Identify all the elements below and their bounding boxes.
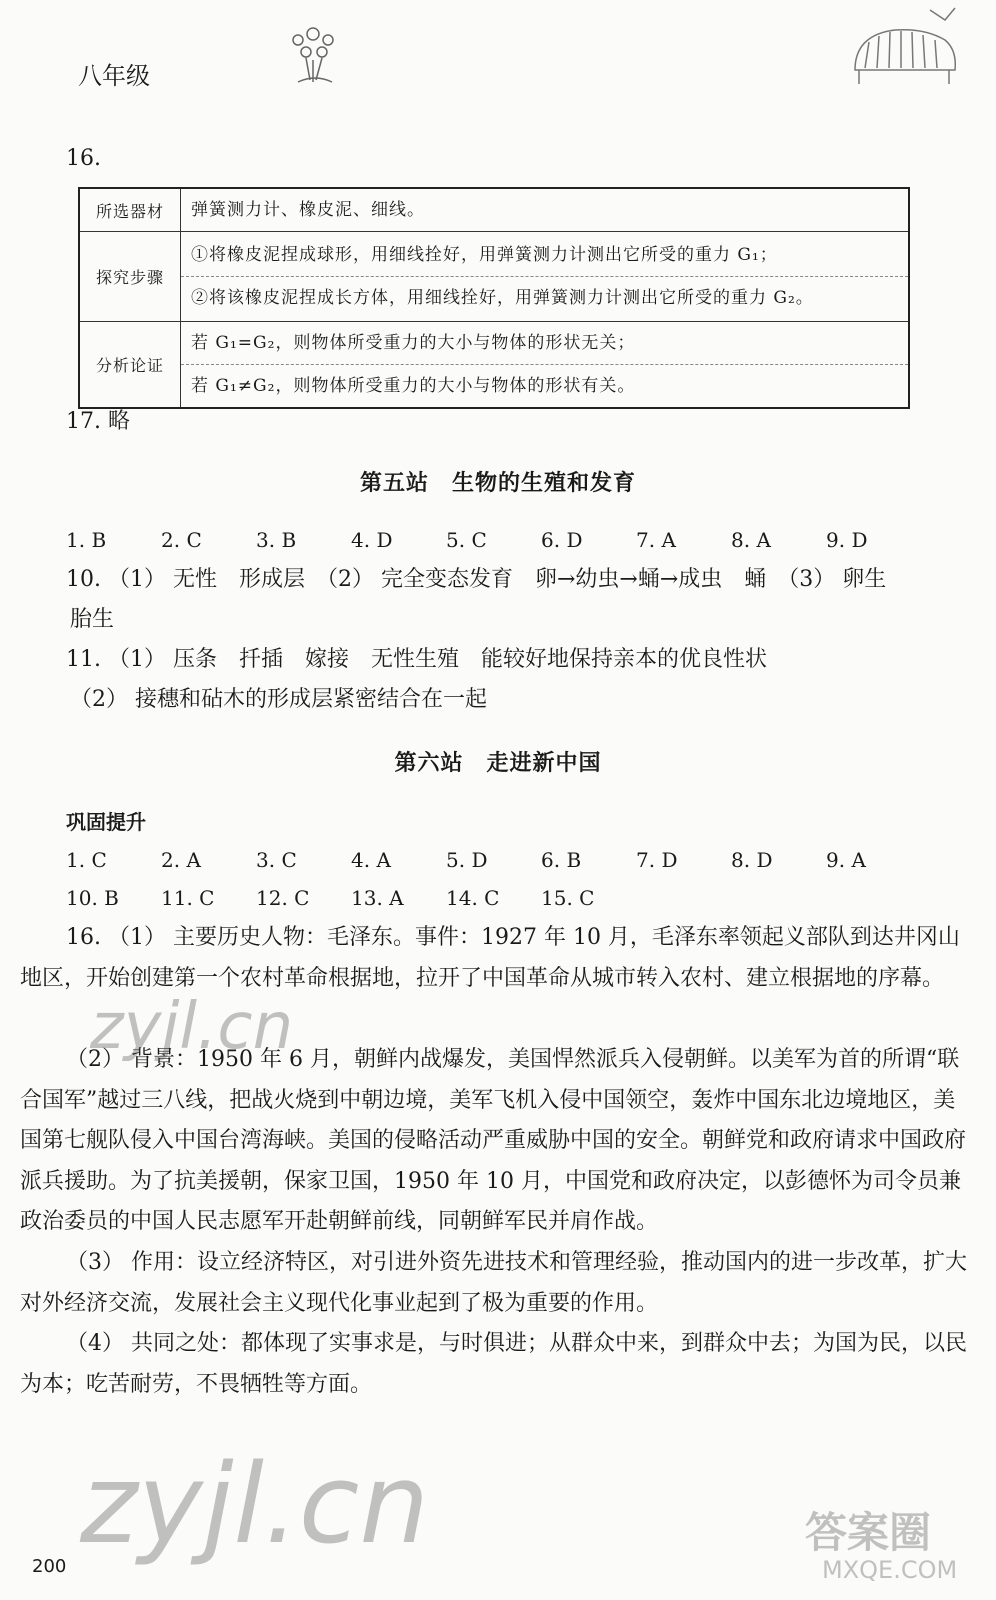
experiment-table — [78, 187, 910, 409]
table-row — [79, 232, 909, 322]
flower-decoration-icon — [280, 20, 350, 90]
row-content: 若 G₁=G₂，则物体所受重力的大小与物体的形状无关； 若 G₁≠G₂，则物体所受重力的大小与物体的形状有关。 — [181, 322, 910, 409]
page-number: 200 — [32, 1556, 67, 1577]
row-content: 弹簧测力计、橡皮泥、细线。 — [181, 188, 910, 232]
section-6-choices-row-2: 10. B 11. C 12. C 13. A 14. C 15. C — [66, 886, 595, 910]
q16-part-2: （2） 背景：1950 年 6 月，朝鲜内战爆发，美国悍然派兵入侵朝鲜。以美军为首的所谓“联合国军”越过三八线，把战火烧到中朝边境，美军飞机入侵中国领空，轰炸中国东北边境地区，美国第七舰队侵入中国台湾海峡。美国的侵略活动严重威胁中国的安全。朝鲜党和政府请求中国政府派兵援助。为了抗美援朝，保家卫国，1950 年 10 月，中国党和政府决定，以彭德怀为司令员兼政治委员的中国人民志愿军开赴朝鲜前线，同朝鲜军民并肩作战。 — [20, 1047, 967, 1234]
section-6-choices-row-1: 1. C 2. A 3. C 4. A 5. D 6. B 7. D 8. D 9. A — [66, 848, 866, 872]
q16-part-1: 16. （1） 主要历史人物：毛泽东。事件：1927 年 10 月，毛泽东率领起义部队到达井冈山地区，开始创建第一个农村革命根据地，拉开了中国革命从城市转入农村、建立根据地的序幕。 — [20, 925, 960, 991]
section-5-q11-2: （2） 接穗和砧木的形成层紧密结合在一起 — [70, 687, 487, 712]
table-row — [79, 188, 909, 232]
grade-label: 八年级 — [78, 62, 150, 90]
question-16-number: 16. — [66, 146, 101, 171]
watermark-mid: zyjl.cn — [90, 990, 294, 1064]
q16-part-4: （4） 共同之处：都体现了实事求是，与时俱进；从群众中来，到群众中去；为国为民，以民为本；吃苦耐劳，不畏牺牲等方面。 — [20, 1331, 967, 1397]
section-6-title: 第六站 走进新中国 — [394, 751, 602, 776]
question-17: 17. 略 — [66, 409, 130, 434]
q16-part-3: （3） 作用：设立经济特区，对引进外资先进技术和管理经验，推动国内的进一步改革，扩大对外经济交流，发展社会主义现代化事业起到了极为重要的作用。 — [20, 1250, 967, 1316]
section-5-choices: 1. B 2. C 3. B 4. D 5. C 6. D 7. A 8. A 9. D — [66, 528, 868, 552]
section-5-q10: 10. （1） 无性 形成层 （2） 完全变态发育 卵→幼虫→蛹→成虫 蛹 （3） 卵生 — [66, 567, 887, 592]
section-5-q11: 11. （1） 压条 扦插 嫁接 无性生殖 能较好地保持亲本的优良性状 — [66, 647, 767, 672]
section-5-title: 第五站 生物的生殖和发育 — [359, 471, 636, 496]
section-5-q10-cont: 胎生 — [70, 607, 115, 632]
table-row — [79, 322, 909, 409]
section-6-subtitle: 巩固提升 — [66, 810, 146, 834]
watermark-corner: 答案圈 — [805, 1508, 932, 1557]
row-header: 探究步骤 — [79, 232, 181, 322]
watermark-corner-url: MXQE.COM — [822, 1556, 958, 1584]
watermark-bottom: zyjl.cn — [80, 1440, 430, 1568]
sofa-decoration-icon — [845, 0, 975, 100]
row-header: 分析论证 — [79, 322, 181, 409]
row-content: ①将橡皮泥捏成球形，用细线拴好，用弹簧测力计测出它所受的重力 G₁； ②将该橡皮泥捏成长方体，用细线拴好，用弹簧测力计测出它所受的重力 G₂。 — [181, 232, 910, 322]
row-header: 所选器材 — [79, 188, 181, 232]
